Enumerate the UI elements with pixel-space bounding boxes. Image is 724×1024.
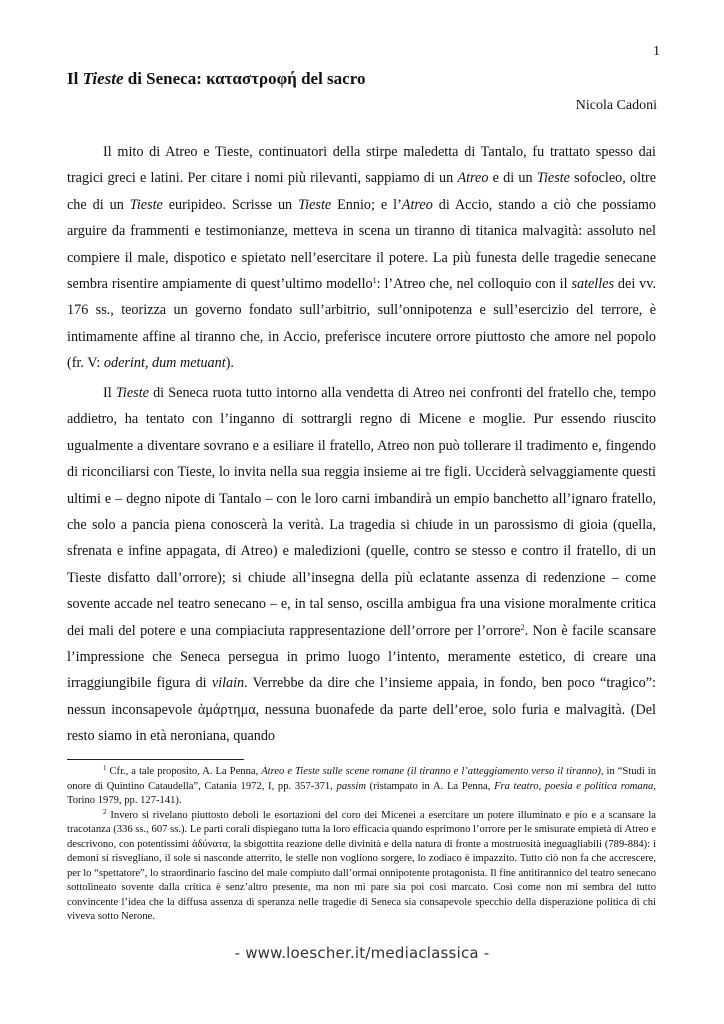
italic-text: Atreo (457, 170, 489, 187)
italic-text: vilain (211, 675, 245, 692)
footnote-ref: 2 (103, 807, 107, 816)
text-run: Il (103, 385, 116, 401)
footnote-ref: 2 (520, 622, 525, 632)
italic-text: Tieste (536, 170, 570, 187)
text-run: Invero si rivelano piuttosto deboli le esortazioni del coro dei Micenei a esercitare un potere illuminato e pio e a scansare la tracotanza (336 ss., 607 ss.). Le parti corali dispiegano tutta la loro efficacia quando esprimono l’orrore per le smisurate empietà di Atreo e descrivono, con potentissimi ἀδύνατα, la sbigottita reazione delle divinità e della natura di fronte a mostruosità ineguagliabili (789-884): i demoni si risvegliano, il sole si nasconde atterrito, le stelle non vogliono sorgere, lo zodiaco è impazzito. Tutto ciò non fa che accrescere, per lo “spettatore”, lo straordinario fascino del male compiuto dall’ormai onnipotente protagonista. Il fine antitirannico del teatro senecano sottolineato sovente dalla critica è senz’altro presente, ma non mi pare sia poi così marcato. Così come non mi sembra del tutto convincente l’idea che la diffusa assenza di speranza nelle tragedie di Seneca sia consapevole specchio della disperazione politica di chi viveva sotto Nerone. (67, 809, 656, 922)
italic-text: oderint, dum metuant (103, 355, 226, 372)
italic-text: satelles (571, 276, 615, 293)
italic-text: Tieste (298, 196, 332, 213)
text-run: Il mito di Atreo e Tieste, continuatori della stirpe maledetta di Tantalo, fu trattato spesso dai tragici greci e latini. Per citare i nomi più rilevanti, sappiamo di un (67, 144, 656, 187)
footnote-1 (67, 765, 656, 809)
footnote-ref: 1 (372, 276, 377, 286)
text-run: euripideo. Scrisse un (162, 196, 299, 213)
page-title (67, 68, 667, 90)
footnotes (67, 765, 656, 925)
text-run: . Verrebbe da dire che l’insieme appaia, in fondo, ben poco “tragico”: nessun inconsapevole ἁμάρτημα, nessuna buonafede da parte dell’eroe, solo furia e malvagità. (Del resto siamo in età neroniana, quando (67, 675, 656, 745)
footnote-2 (67, 809, 656, 925)
text-run: sofocleo, oltre che di un (67, 170, 656, 213)
text-run: . Non è facile scansare l’impressione che Seneca persegua in primo luogo l’intento, meramente estetico, di creare una irraggiungibile figura di (67, 622, 656, 692)
text-run: di Accio, stando a ciò che possiamo arguire da frammenti e testimonianze, metteva in scena un tiranno di titanica malvagità: assoluto nel compiere il male, dispotico e spietato nell’esercitare il potere. La più funesta delle tragedie senecane sembra risentire ampiamente di quest’ultimo modello (67, 196, 656, 293)
text-run: dei vv. 176 ss., teorizza un governo fondato sull’arbitrio, sull’onnipotenza e sull’esercizio del terrore, è intimamente affine al tiranno che, in Accio, preferisce incutere orrore piuttosto che amore nel popolo (fr. V: (67, 276, 656, 372)
paragraph-2 (67, 380, 656, 750)
text-run: Cfr., a tale proposito, A. La Penna, (106, 766, 262, 777)
italic-text: passim (336, 780, 366, 792)
text-run: Ennio; e l’ (331, 196, 402, 213)
text-run: e di un (488, 170, 537, 187)
author-name: Nicola Cadoni (575, 98, 657, 113)
footer-url: - www.loescher.it/mediaclassica - (234, 944, 490, 962)
italic-text: Tieste (115, 385, 149, 401)
title-suffix: di Seneca: καταστροφή del sacro (123, 69, 366, 88)
italic-text: Tieste (129, 196, 163, 213)
italic-text: Fra teatro, poesia e politica romana (494, 780, 654, 792)
text-run: : l’Atreo che, nel colloquio con il (376, 276, 572, 293)
footnote-ref: 1 (103, 764, 107, 772)
footnote-divider (67, 759, 244, 760)
text-run: (ristampato in A. La Penna, (365, 780, 495, 792)
title-italic: Tieste (82, 69, 124, 88)
italic-text: Atreo (401, 196, 433, 213)
paragraph-1 (67, 139, 656, 377)
text-run: , in “Studi in onore di Quintino Cataudella”, Catania 1972, I, pp. 357-371, (67, 766, 657, 792)
text-run: ). (225, 355, 234, 372)
italic-text: Atreo e Tieste sulle scene romane (il tiranno e l’atteggiamento verso il tiranno) (261, 766, 601, 777)
text-run: , Torino 1979, pp. 127-141). (67, 780, 656, 806)
title-prefix: Il (67, 69, 83, 88)
text-run: di Seneca ruota tutto intorno alla vendetta di Atreo nei confronti del fratello che, tempo addietro, ha tentato con l’inganno di sottrargli regno di Micene e moglie. Pur essendo riuscito ugualmente a diventare sovrano e a esiliare il fratello, Atreo non può tollerare il tradimento e, fingendo di riconciliarsi con Tieste, lo invita nella sua reggia insieme ai tre figli. Ucciderà selvaggiamente questi ultimi e – degno nipote di Tantalo – con le loro carni imbandirà un empio banchetto all’ignaro fratello, che solo a pancia piena conoscerà la verità. La tragedia si chiude in un parossismo di gioia (quella, sfrenata e infine appagata, di Atreo) e maledizioni (quelle, contro se stesso e contro il fratello, di un Tieste disfatto dall’orrore); si chiude all’insegna della più eclatante assenza di redenzione – come sovente accade nel teatro senecano – e, in tal senso, oscilla ambigua fra una visione moralmente critica dei mali del potere e una compiaciuta rappresentazione dell’orrore per l’orrore (67, 385, 656, 639)
page-number: 1 (653, 44, 660, 59)
